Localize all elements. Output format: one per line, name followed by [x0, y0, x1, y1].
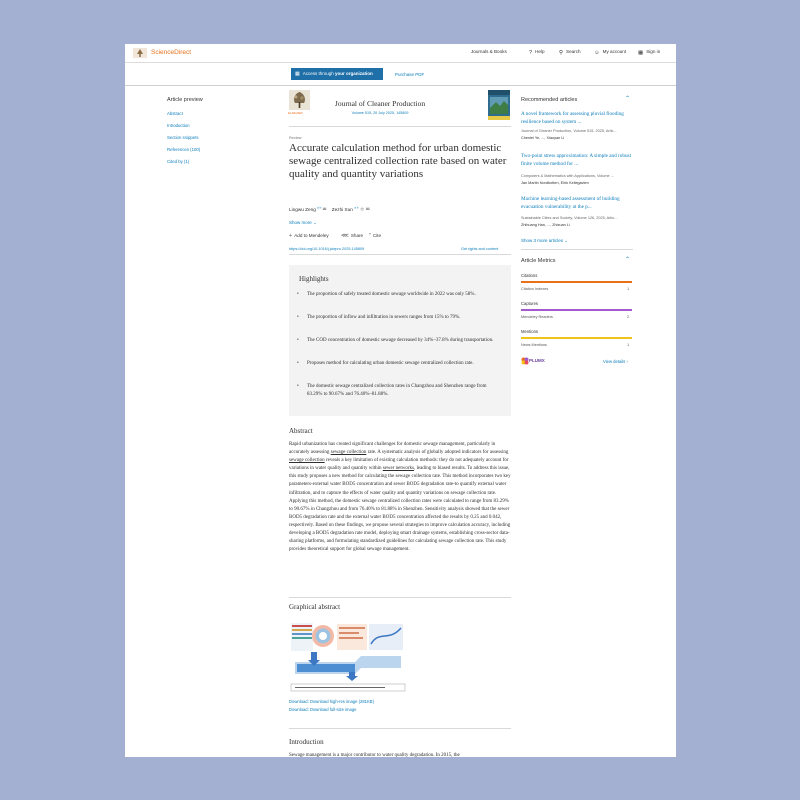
graphical-abstract-title: Graphical abstract: [289, 603, 341, 611]
cite-button[interactable]: ” Cite: [369, 233, 382, 239]
journal-cover-image[interactable]: [488, 90, 510, 120]
preview-link-section-snippets[interactable]: Section snippets: [167, 135, 199, 140]
access-through-org-button[interactable]: ▦ Access through your organization: [291, 68, 383, 80]
recommended-article-link[interactable]: A novel framework for assessing pluvial flooding resilience based on system ...: [521, 111, 624, 125]
show-more-button[interactable]: Show more ⌄: [289, 220, 317, 225]
preview-link-abstract[interactable]: Abstract: [167, 111, 183, 116]
chevron-down-icon: ⌄: [564, 238, 569, 243]
preview-link-references[interactable]: References (100): [167, 147, 201, 152]
metric-category-citations: Citations: [521, 273, 538, 278]
divider: [289, 597, 511, 598]
site-header: [125, 44, 676, 63]
metric-color-bar: [521, 337, 632, 339]
publisher-name: ELSEVIER: [288, 111, 303, 115]
topic-link[interactable]: sewage collection: [289, 458, 325, 464]
plumx-icon[interactable]: [521, 357, 529, 365]
plumx-logo-text[interactable]: PLUMX: [529, 358, 545, 363]
metric-value: 1: [627, 287, 630, 291]
recommended-article-authors: Chenlei Ye, ..., Xiaoyan Li: [521, 136, 565, 140]
recommended-article-source: Computers & Mathematics with Applications, Volume ...: [521, 174, 614, 178]
brand-link[interactable]: ScienceDirect: [151, 49, 192, 56]
recommended-article-link[interactable]: Two-point stress approximation: A simple and robust finite volume method for ...: [521, 153, 632, 167]
topic-link[interactable]: sewage collection: [330, 450, 367, 456]
chevron-down-icon: ⌄: [313, 220, 317, 225]
download-full-size-link[interactable]: Download: Download full-size image: [289, 707, 357, 712]
recommended-article-source: Journal of Cleaner Production, Volume 515, 2025, Artic...: [521, 129, 617, 133]
user-icon: ☺: [594, 49, 600, 56]
metric-color-bar: [521, 281, 632, 283]
email-icon[interactable]: ✉: [322, 206, 327, 212]
graphical-abstract-image[interactable]: [289, 622, 407, 694]
search-icon: ⚲: [559, 49, 564, 56]
preview-link-cited-by[interactable]: Cited by (1): [167, 159, 190, 164]
article-metrics-title: Article Metrics: [521, 258, 556, 264]
divider: [289, 728, 511, 729]
chevron-up-icon[interactable]: ⌃: [625, 96, 631, 102]
introduction-text: Sewage management is a major contributor to water quality degradation. In 2015, the: [289, 753, 460, 757]
recommended-article-authors: Zhihuang Han, ..., Zhixuan Li: [521, 223, 570, 227]
author-link[interactable]: Lingwu Zeng $^{a b}$: [289, 205, 322, 212]
article-type: Review: [289, 136, 302, 140]
metric-row: Mendeley Readers: [521, 315, 553, 319]
doi-link[interactable]: https://doi.org/10.1016/j.jclepro.2025.145809: [289, 247, 365, 251]
journals-books-link[interactable]: Journals & Books: [471, 49, 507, 54]
recommended-title: Recommended articles: [521, 97, 578, 103]
person-icon[interactable]: ☺: [359, 206, 365, 212]
metric-color-bar: [521, 309, 632, 311]
recommended-article-link[interactable]: Machine learning-based assessment of building evacuation vulnerability at the p...: [521, 196, 620, 210]
download-high-res-link[interactable]: Download: Download high-res image (281KB): [289, 699, 374, 704]
metric-category-mentions: Mentions: [521, 329, 538, 334]
view-details-link[interactable]: View details ›: [603, 359, 628, 364]
introduction-title: Introduction: [289, 738, 324, 746]
show-more-articles-button[interactable]: Show 3 more articles ⌄: [521, 238, 569, 243]
metric-value: 1: [627, 343, 630, 347]
journal-volume[interactable]: Volume 515, 20 July 2025, 145809: [351, 111, 409, 115]
divider: [289, 254, 511, 255]
article-preview-title: Article preview: [167, 97, 203, 103]
abstract-title: Abstract: [289, 427, 313, 435]
abstract-text: Rapid urbanization has created significant challenges for domestic sewage management, particularly in accurately assessing sewage collection rate. A systematic analysis of globally adopted indicators for assessing sewage collection reveals a key limitation of existing calculation methods: they do not adequately account for variations in water quality and quantity within sewer networks, leading to biased results. To address this issue, this study proposes a new method for calculating the sewage collection rate. This method incorporates two key parameters-external water BOD5 concentration and sewer BOD5 degradation rate-to quantify external water infiltration, and to capture the effects of water quality and quantity variations on sewage collection rate. Applying this method, the domestic sewage centralized collection rates were calculated to range from 83.29% to 90.67% in Changzhou and from 76.40% to 81.88% in Shenzhen. Sensitivity analysis showed that the sewer BOD5 degradation rate and the external water BOD5 concentration affected the results by 0.25 and 0.042, respectively. Based on these findings, we propose several strategies to improve calculation accuracy, including developing a BOD5 degradation rate model, deploying smart drainage systems, establishing cross-sector data-sharing platforms, and formulating standardized guidelines for calculating sewage collection rate. This study provides theoretical support for global sewage management.: [289, 442, 511, 553]
metric-row: Citation Indexes: [521, 287, 549, 291]
institution-icon: ▦: [295, 71, 300, 77]
elsevier-tree-icon[interactable]: [133, 48, 147, 58]
email-icon[interactable]: ✉: [365, 206, 370, 212]
highlight-item: • The proportion of inflow and infiltration in sewers ranges from 15% to 79%.: [297, 315, 461, 320]
highlight-item: • The domestic sewage centralized collection rates in Changzhou and Shenzhen range from 83.29% to 90.67% and 76.40%–81.88%.: [297, 384, 487, 397]
institution-icon: ▦: [638, 49, 644, 56]
divider: [289, 126, 511, 127]
author-link[interactable]: Zezhi Sun $^{a b}$: [331, 205, 359, 212]
preview-link-introduction[interactable]: Introduction: [167, 123, 190, 128]
metric-value: 2: [627, 315, 630, 319]
divider: [521, 249, 633, 250]
browser-page: [125, 44, 676, 757]
metric-category-captures: Captures: [521, 301, 538, 306]
highlight-item: • The COD concentration of domestic sewage decreased by 34%–37.8% during transportation.: [297, 338, 494, 343]
quote-icon: ”: [369, 233, 371, 239]
highlight-item: • The proportion of safely treated domestic sewage worldwide in 2022 was only 58%.: [297, 292, 476, 297]
chevron-up-icon[interactable]: ⌃: [625, 257, 631, 263]
search-link[interactable]: ⚲ Search: [559, 49, 581, 56]
add-to-mendeley-button[interactable]: + Add to Mendeley: [289, 233, 329, 239]
recommended-article-source: Sustainable Cities and Society, Volume 126, 2025, Artic...: [521, 216, 618, 220]
journal-name[interactable]: Journal of Cleaner Production: [334, 99, 426, 108]
help-link[interactable]: ? Help: [529, 49, 545, 56]
rights-link[interactable]: Get rights and content: [461, 247, 499, 251]
plus-icon: +: [289, 233, 293, 239]
share-button[interactable]: ⋘ Share: [341, 233, 364, 239]
share-icon: ⋘: [341, 233, 349, 239]
help-icon: ?: [529, 49, 533, 56]
my-account-link[interactable]: ☺ My account: [594, 49, 627, 56]
author-list: [289, 205, 370, 213]
purchase-pdf-link[interactable]: Purchase PDF: [395, 72, 425, 77]
sign-in-link[interactable]: ▦ Sign in: [638, 49, 661, 56]
highlight-item: • Proposes method for calculating urban domestic sewage centralized collection rate.: [297, 361, 474, 366]
elsevier-logo[interactable]: [289, 90, 310, 110]
highlights-title: Highlights: [299, 275, 329, 283]
metric-row: News Mentions: [521, 343, 547, 347]
recommended-article-authors: Jan Martin Nordbotten, Eirik Keilegavlen: [521, 181, 589, 185]
article-title: Accurate calculation method for urban domestic sewage centralized collection rate based on water quality and quantity variations: [289, 142, 507, 180]
topic-link[interactable]: sewer networks: [382, 466, 414, 472]
